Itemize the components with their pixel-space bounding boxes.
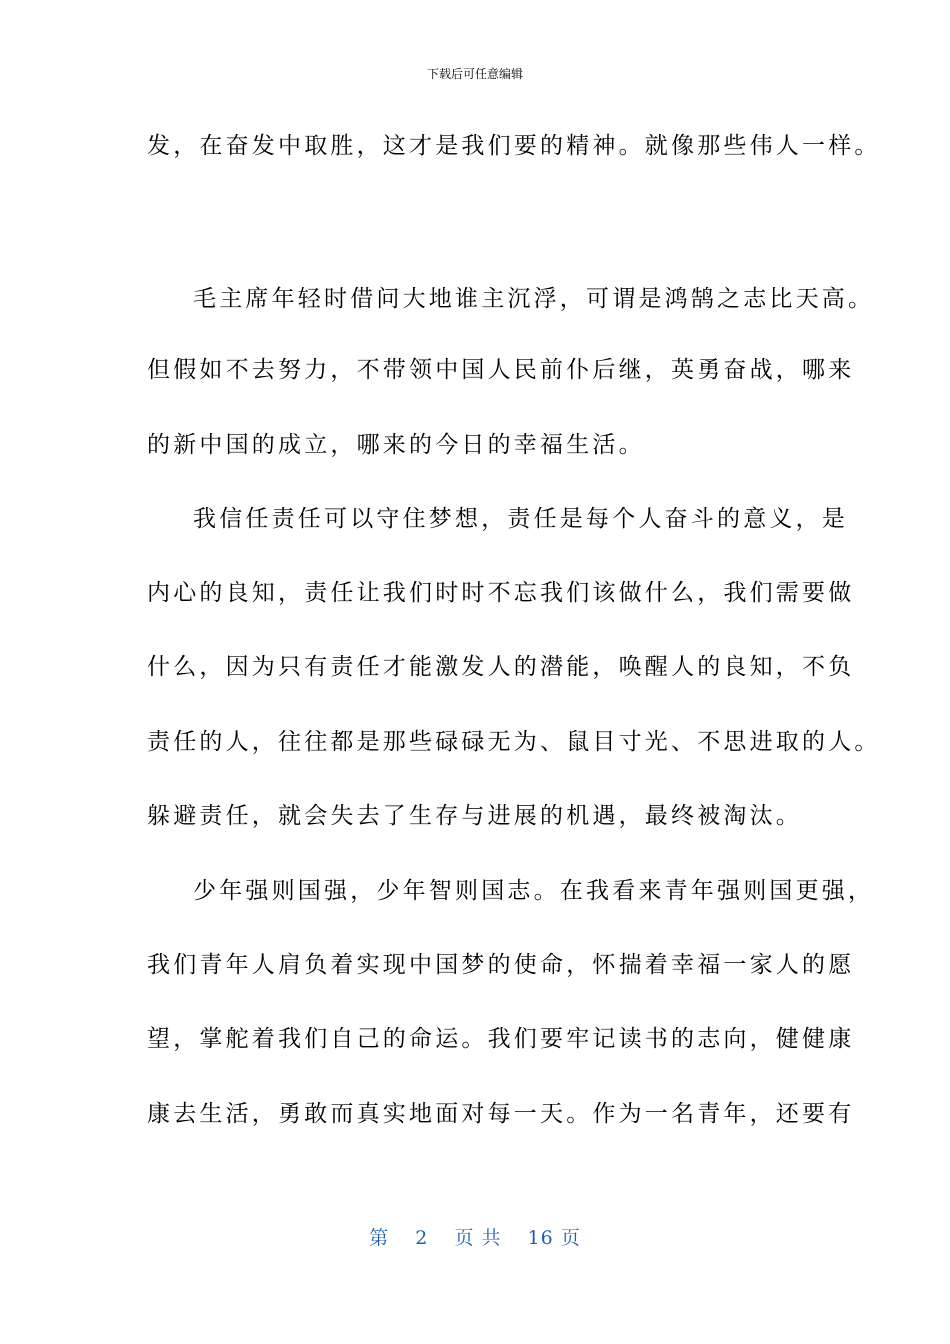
- paragraph-line: 什么，因为只有责任才能激发人的潜能，唤醒人的良知，不负: [147, 654, 855, 680]
- footer-middle: 页 共: [454, 1227, 502, 1249]
- paragraph-line: 我信任责任可以守住梦想，责任是每个人奋斗的意义，是: [193, 506, 848, 532]
- paragraph-line: 望，掌舵着我们自己的命运。我们要牢记读书的志向，健健康: [147, 1026, 855, 1052]
- paragraph-line: 发，在奋发中取胜，这才是我们要的精神。就像那些伟人一样。: [147, 133, 881, 159]
- footer-total-pages: 16: [527, 1227, 554, 1249]
- paragraph-line: 但假如不去努力，不带领中国人民前仆后继，英勇奋战，哪来: [147, 357, 855, 383]
- paragraph-line: 的新中国的成立，哪来的今日的幸福生活。: [147, 432, 645, 458]
- page-footer: [0, 1226, 950, 1250]
- paragraph-line: 躲避责任，就会失去了生存与进展的机遇，最终被淘汰。: [147, 803, 802, 829]
- paragraph-line: 我们青年人肩负着实现中国梦的使命，怀揣着幸福一家人的愿: [147, 952, 855, 978]
- paragraph-line: 少年强则国强，少年智则国志。在我看来青年强则国更强，: [193, 878, 875, 904]
- footer-current-page: 2: [415, 1227, 429, 1249]
- footer-suffix: 页: [560, 1227, 581, 1249]
- footer-prefix: 第: [369, 1227, 390, 1249]
- paragraph-line: 康去生活，勇敢而真实地面对每一天。作为一名青年，还要有: [147, 1101, 855, 1127]
- page-header: 下载后可任意编辑: [426, 67, 523, 81]
- paragraph-line: 毛主席年轻时借问大地谁主沉浮，可谓是鸿鹄之志比天高。: [193, 286, 875, 312]
- paragraph-line: 内心的良知，责任让我们时时不忘我们该做什么，我们需要做: [147, 580, 855, 606]
- paragraph-line: 责任的人，往往都是那些碌碌无为、鼠目寸光、不思进取的人。: [147, 729, 881, 755]
